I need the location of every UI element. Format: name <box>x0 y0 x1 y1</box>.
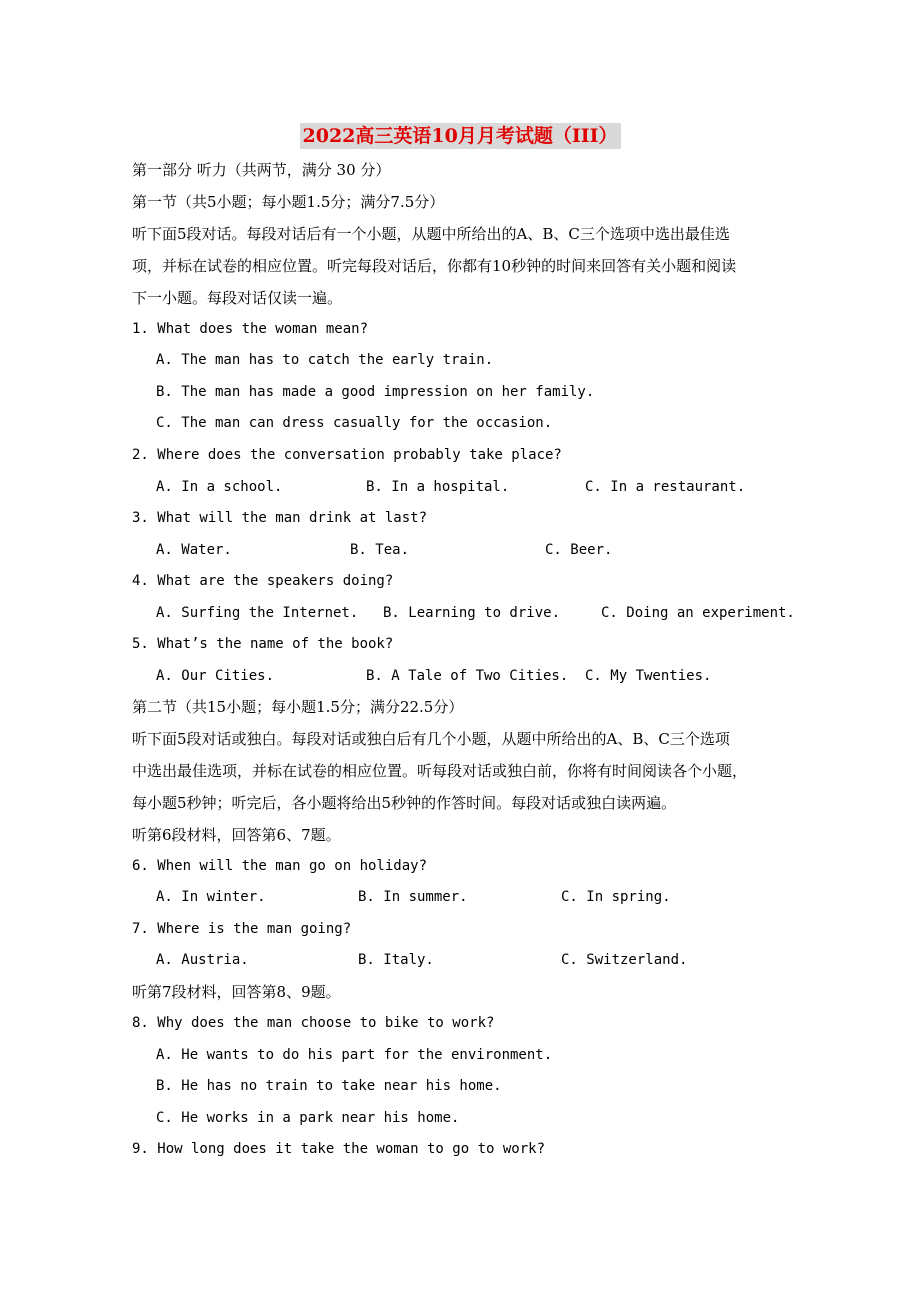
part1-heading: 第一部分 听力（共两节，满分 30 分） <box>132 161 391 179</box>
question-6-option-c: C. In spring. <box>561 889 671 905</box>
question-9-stem: 9. How long does it take the woman to go to work? <box>132 1141 546 1157</box>
question-5-option-a: A. Our Cities. <box>156 668 275 684</box>
question-6-option-a: A. In winter. <box>156 889 266 905</box>
question-2-stem: 2. Where does the conversation probably take place? <box>132 447 562 463</box>
question-3-option-a: A. Water. <box>156 542 232 558</box>
material-6-heading: 听第6段材料，回答第6、7题。 <box>132 826 341 844</box>
question-7-stem: 7. Where is the man going? <box>132 921 352 937</box>
question-2-option-b: B. In a hospital. <box>366 479 510 495</box>
question-8-stem: 8. Why does the man choose to bike to work? <box>132 1015 495 1031</box>
question-4-option-a: A. Surfing the Internet. <box>156 605 359 621</box>
section1-instruction-line-2: 项，并标在试卷的相应位置。听完每段对话后，你都有10秒钟的时间来回答有关小题和阅读 <box>132 257 737 275</box>
question-1-stem: 1. What does the woman mean? <box>132 321 369 337</box>
question-1-option-a: A. The man has to catch the early train. <box>156 352 494 368</box>
question-6-option-b: B. In summer. <box>358 889 468 905</box>
question-3-option-b: B. Tea. <box>350 542 410 558</box>
section2-instruction-line-2: 中选出最佳选项，并标在试卷的相应位置。听每段对话或独白前，你将有时间阅读各个小题， <box>132 762 748 780</box>
section2-instruction-line-3: 每小题5秒钟；听完后，各小题将给出5秒钟的作答时间。每段对话或独白读两遍。 <box>132 794 677 812</box>
question-7-option-b: B. Italy. <box>358 952 434 968</box>
question-2-option-c: C. In a restaurant. <box>585 479 746 495</box>
question-4-option-b: B. Learning to drive. <box>383 605 561 621</box>
section2-instruction-line-1: 听下面5段对话或独白。每段对话或独白后有几个小题，从题中所给出的A、B、C三个选项 <box>132 730 730 748</box>
question-5-option-b: B. A Tale of Two Cities. <box>366 668 569 684</box>
question-1-option-b: B. The man has made a good impression on her family. <box>156 384 595 400</box>
section1-instruction-line-3: 下一小题。每段对话仅读一遍。 <box>132 289 343 307</box>
question-7-option-c: C. Switzerland. <box>561 952 688 968</box>
question-6-stem: 6. When will the man go on holiday? <box>132 858 428 874</box>
section1-instruction-line-1: 听下面5段对话。每段对话后有一个小题，从题中所给出的A、B、C三个选项中选出最佳选 <box>132 225 730 243</box>
question-3-stem: 3. What will the man drink at last? <box>132 510 428 526</box>
question-7-option-a: A. Austria. <box>156 952 249 968</box>
question-8-option-c: C. He works in a park near his home. <box>156 1110 460 1126</box>
question-4-option-c: C. Doing an experiment. <box>601 605 795 621</box>
question-1-option-c: C. The man can dress casually for the occasion. <box>156 415 553 431</box>
question-5-stem: 5. What’s the name of the book? <box>132 636 394 652</box>
question-3-option-c: C. Beer. <box>545 542 613 558</box>
question-8-option-a: A. He wants to do his part for the environment. <box>156 1047 553 1063</box>
question-4-stem: 4. What are the speakers doing? <box>132 573 394 589</box>
question-2-option-a: A. In a school. <box>156 479 283 495</box>
question-5-option-c: C. My Twenties. <box>585 668 712 684</box>
section1-heading: 第一节（共5小题；每小题1.5分；满分7.5分） <box>132 193 445 211</box>
section2-heading: 第二节（共15小题；每小题1.5分；满分22.5分） <box>132 698 464 716</box>
title-container <box>0 123 920 149</box>
page-title: 2022高三英语10月月考试题（III） <box>300 123 621 149</box>
material-7-heading: 听第7段材料，回答第8、9题。 <box>132 983 341 1001</box>
question-8-option-b: B. He has no train to take near his home. <box>156 1078 502 1094</box>
